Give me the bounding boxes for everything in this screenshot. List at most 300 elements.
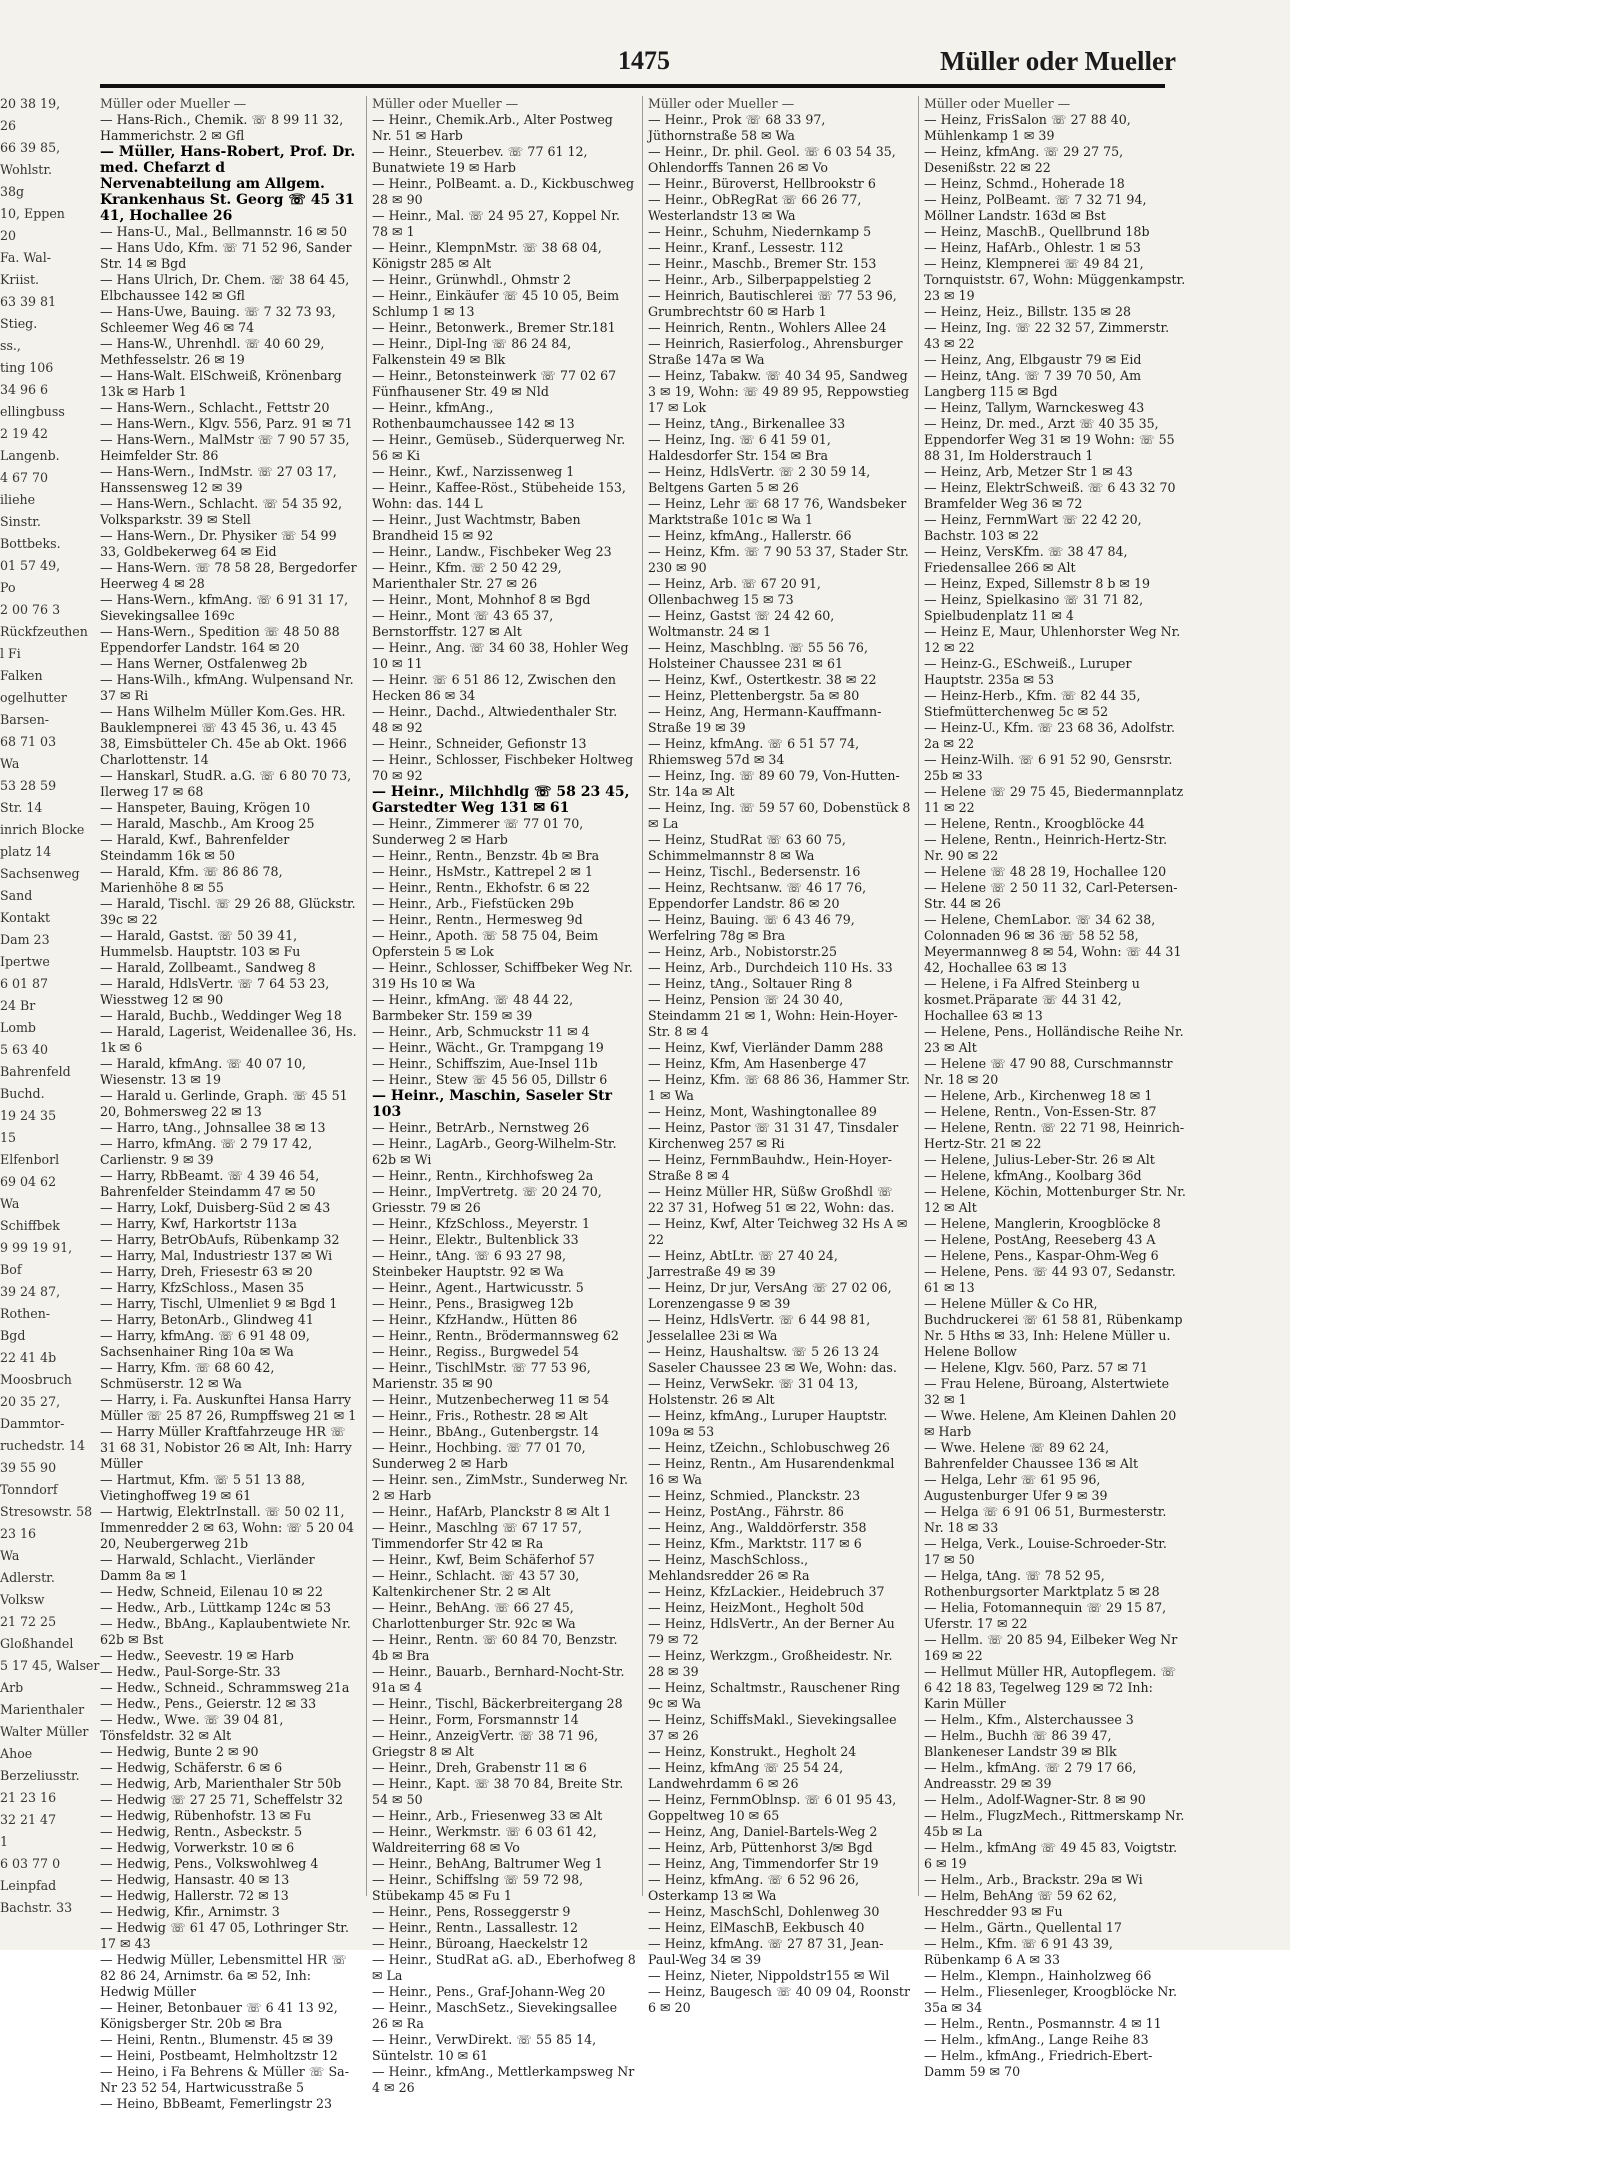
edge-fragment: Wa xyxy=(0,1196,20,1211)
directory-entry: — Heinz, Ang, Hermann-Kauffmann-Straße 19 ✉ 39 xyxy=(648,704,882,735)
directory-entry: — Helga, Verk., Louise-Schroeder-Str. 17 ✉ 50 xyxy=(924,1536,1167,1567)
directory-entry: — Heinr., kfmAng. ☏ 48 44 22, Barmbeker Str. 159 ✉ 39 xyxy=(372,992,574,1023)
directory-entry: — Frau Helene, Büroang, Alstertwiete 32 ✉ 1 xyxy=(924,1376,1170,1407)
directory-entry: — Helene ☏ 29 75 45, Biedermannplatz 11 ✉ 22 xyxy=(924,784,1184,815)
edge-fragment: Kriist. xyxy=(0,272,40,287)
directory-entry: — Harry, BetrObAufs, Rübenkamp 32 xyxy=(100,1232,340,1247)
directory-entry: — Heinr., Bauarb., Bernhard-Nocht-Str. 91a ✉ 4 xyxy=(372,1664,625,1695)
directory-entry: — Heinz, Kfm. ☏ 7 90 53 37, Stader Str. 230 ✉ 90 xyxy=(648,544,909,575)
directory-entry: — Heinr., Schneider, Gefionstr 13 xyxy=(372,736,587,751)
directory-entry: — Helene, Rentn., Kroogblöcke 44 xyxy=(924,816,1145,831)
directory-entry: — Heinz, FernmBauhdw., Hein-Hoyer-Straße 8 ✉ 4 xyxy=(648,1152,892,1183)
directory-entry: — Hedwig, Schäferstr. 6 ✉ 6 xyxy=(100,1760,283,1775)
directory-entry: — Hans Wilhelm Müller Kom.Ges. HR. Bauklempnerei ☏ 43 45 36, u. 43 45 38, Eimsbütteler Ch. 45e ab Okt. 1966 Charlottenstr. 14 xyxy=(100,704,347,767)
column-2 xyxy=(372,96,636,2095)
directory-entry: — Hans-Wern., Spedition ☏ 48 50 88 Eppendorfer Landstr. 164 ✉ 20 xyxy=(100,624,340,655)
directory-entry: — Heinz, Mont, Washingtonallee 89 xyxy=(648,1104,877,1119)
directory-entry: — Helm., Kfm., Alsterchaussee 3 xyxy=(924,1712,1134,1727)
directory-entry: — Heinr., Büroverst, Hellbrookstr 6 xyxy=(648,176,876,191)
directory-entry: — Heinr., Rentn., Ekhofstr. 6 ✉ 22 xyxy=(372,880,590,895)
directory-entry: — Heinz, tAng., Birkenallee 33 xyxy=(648,416,846,431)
edge-fragment: 4 67 70 xyxy=(0,470,49,485)
directory-entry: — Hedwig, Hansastr. 40 ✉ 13 xyxy=(100,1872,290,1887)
edge-fragment: Gloßhandel xyxy=(0,1636,74,1651)
directory-entry: — Heinz-Herb., Kfm. ☏ 82 44 35, Stiefmütterchenweg 5c ✉ 52 xyxy=(924,688,1141,719)
edge-fragment: Rothen- xyxy=(0,1306,51,1321)
directory-entry: — Heinz-Wilh. ☏ 6 91 52 90, Gensrstr. 25b ✉ 33 xyxy=(924,752,1173,783)
edge-fragment: 2 00 76 3 xyxy=(0,602,61,617)
column-heading: Müller oder Mueller — xyxy=(648,96,795,111)
directory-entry: — Helga, Lehr ☏ 61 95 96, Augustenburger Ufer 9 ✉ 39 xyxy=(924,1472,1108,1503)
left-edge-fragments xyxy=(0,96,100,1915)
edge-fragment: Wa xyxy=(0,1548,20,1563)
directory-entry: — Hans-W., Uhrenhdl. ☏ 40 60 29, Methfesselstr. 26 ✉ 19 xyxy=(100,336,325,367)
directory-entry: — Helene, Rentn., Von-Essen-Str. 87 xyxy=(924,1104,1157,1119)
directory-entry: — Hans-Wern., Dr. Physiker ☏ 54 99 33, Goldbekerweg 64 ✉ Eid xyxy=(100,528,337,559)
edge-fragment: Bachstr. 33 xyxy=(0,1900,73,1915)
directory-entry: — Heinz Müller HR, Süßw Großhdl ☏ 22 37 31, Hofweg 51 ✉ 22, Wohn: das. xyxy=(648,1184,895,1215)
directory-entry: — Helm., kfmAng ☏ 49 45 83, Voigtstr. 6 ✉ 19 xyxy=(924,1840,1178,1871)
directory-entry: — Heinz, Tabakw. ☏ 40 34 95, Sandweg 3 ✉ 19, Wohn: ☏ 49 89 95, Reppowstieg 17 ✉ Lok xyxy=(648,368,910,415)
directory-entry: — Heinr., Pens., Brasigweg 12b xyxy=(372,1296,574,1311)
directory-entry: — Heinr., Zimmerer ☏ 77 01 70, Sunderweg 2 ✉ Harb xyxy=(372,816,584,847)
directory-entry: — Heinz, HdlsVertr., An der Berner Au 79 ✉ 72 xyxy=(648,1616,895,1647)
directory-entry: — Hans-Wern., kfmAng. ☏ 6 91 31 17, Sievekingsallee 169c xyxy=(100,592,349,623)
directory-entry: — Hedwig, Vorwerkstr. 10 ✉ 6 xyxy=(100,1840,295,1855)
directory-entry: — Heini, Postbeamt, Helmholtzstr 12 xyxy=(100,2048,338,2063)
edge-fragment: ting 106 xyxy=(0,360,54,375)
edge-fragment: 10, Eppen xyxy=(0,206,65,221)
edge-fragment: Stresowstr. 58 xyxy=(0,1504,93,1519)
edge-fragment: 38g xyxy=(0,184,25,199)
directory-entry: — Heinz, HeizMont., Hegholt 50d xyxy=(648,1600,864,1615)
directory-entry: — Heinrich, Rentn., Wohlers Allee 24 xyxy=(648,320,887,335)
directory-entry: — Heinr., Fris., Rothestr. 28 ✉ Alt xyxy=(372,1408,588,1423)
directory-entry: — Heinr., Ang. ☏ 34 60 38, Hohler Weg 10 ✉ 11 xyxy=(372,640,629,671)
directory-entry: — Heinz, VerwSekr. ☏ 31 04 13, Holstenstr. 26 ✉ Alt xyxy=(648,1376,859,1407)
directory-entry: — Hedw., Wwe. ☏ 39 04 81, Tönsfeldstr. 32 ✉ Alt xyxy=(100,1712,284,1743)
directory-entry: — Heinz, FernmOblnsp. ☏ 6 01 95 43, Goppeltweg 10 ✉ 65 xyxy=(648,1792,897,1823)
directory-entry: — Heinr., Kaffee-Röst., Stübeheide 153, Wohn: das. 144 L xyxy=(372,480,626,511)
directory-entry: — Heinr., Rentn. ☏ 60 84 70, Benzstr. 4b ✉ Bra xyxy=(372,1632,618,1663)
directory-entry: — Heinr., Maschb., Bremer Str. 153 xyxy=(648,256,877,271)
directory-entry: — Heinz, Tallym, Warnckesweg 43 xyxy=(924,400,1145,415)
edge-fragment: 34 96 6 xyxy=(0,382,49,397)
edge-fragment: Walter Müller xyxy=(0,1724,89,1739)
edge-fragment: 1 xyxy=(0,1834,9,1849)
directory-entry: — Heinr., Rentn., Kirchhofsweg 2a xyxy=(372,1168,594,1183)
edge-fragment: Sand xyxy=(0,888,33,903)
directory-entry: — Heinr., Schlosser, Fischbeker Holtweg 70 ✉ 92 xyxy=(372,752,634,783)
directory-entry: — Heinz, FrisSalon ☏ 27 88 40, Mühlenkamp 1 ✉ 39 xyxy=(924,112,1131,143)
directory-entry: — Helm., Gärtn., Quellental 17 xyxy=(924,1920,1122,1935)
directory-entry: — Heinz, Ing. ☏ 6 41 59 01, Haldesdorfer Str. 154 ✉ Bra xyxy=(648,432,831,463)
directory-entry: — Hans-Rich., Chemik. ☏ 8 99 11 32, Hammerichstr. 2 ✉ Gfl xyxy=(100,112,344,143)
edge-fragment: 9 99 19 91, xyxy=(0,1240,73,1255)
edge-fragment: Elfenborl xyxy=(0,1152,60,1167)
directory-entry: — Heinr., Rentn., Brödermannsweg 62 xyxy=(372,1328,619,1343)
directory-entry: — Heinr., Dreh, Grabenstr 11 ✉ 6 xyxy=(372,1760,587,1775)
directory-entry: — Heinr., Betonwerk., Bremer Str.181 xyxy=(372,320,616,335)
edge-fragment: ss., xyxy=(0,338,21,353)
directory-entry: — Heinz, kfmAng. ☏ 6 52 96 26, Osterkamp 13 ✉ Wa xyxy=(648,1872,860,1903)
directory-entry: — Heinr., HsMstr., Kattrepel 2 ✉ 1 xyxy=(372,864,593,879)
directory-entry: — Heinz, Ang, Timmendorfer Str 19 xyxy=(648,1856,879,1871)
directory-entry: — Heinr., BetrArb., Nernstweg 26 xyxy=(372,1120,590,1135)
edge-fragment: Buchd. xyxy=(0,1086,45,1101)
directory-entry: — Heinz, MaschSchloss., Mehlandsredder 26 ✉ Ra xyxy=(648,1552,810,1583)
directory-entry: — Harry, Tischl, Ulmenliet 9 ✉ Bgd 1 xyxy=(100,1296,338,1311)
edge-fragment: 32 21 47 xyxy=(0,1812,57,1827)
directory-entry: — Heinr., AnzeigVertr. ☏ 38 71 96, Griegstr 8 ✉ Alt xyxy=(372,1728,599,1759)
directory-entry: — Heinz, Baugesch ☏ 40 09 04, Roonstr 6 ✉ 20 xyxy=(648,1984,910,2015)
directory-entry: — Heinr., kfmAng., Mettlerkampsweg Nr 4 ✉ 26 xyxy=(372,2064,635,2095)
edge-fragment: ellingbuss xyxy=(0,404,65,419)
edge-fragment: 6 03 77 0 xyxy=(0,1856,61,1871)
directory-entry: — Hellmut Müller HR, Autopflegem. ☏ 6 42 18 83, Tegelweg 129 ✉ 72 Inh: Karin Müller xyxy=(924,1664,1177,1711)
edge-fragment: ogelhutter xyxy=(0,690,67,705)
directory-entry: — Heinz, HdlsVertr. ☏ 6 44 98 81, Jesselallee 23i ✉ Wa xyxy=(648,1312,871,1343)
directory-entry: — Helene Müller & Co HR, Buchdruckerei ☏ 61 58 81, Rübenkamp Nr. 5 Hths ✉ 33, Inh: Helene Müller u. Helene Bollow xyxy=(924,1296,1183,1359)
directory-entry: — Heinz, Exped, Sillemstr 8 b ✉ 19 xyxy=(924,576,1151,591)
directory-entry: — Hans-Wern., Klgv. 556, Parz. 91 ✉ 71 xyxy=(100,416,353,431)
directory-entry: — Harald, Maschb., Am Kroog 25 xyxy=(100,816,315,831)
directory-entry: — Hedwig ☏ 61 47 05, Lothringer Str. 17 ✉ 43 xyxy=(100,1920,349,1951)
directory-entry: — Heinr., Hochbing. ☏ 77 01 70, Sunderweg 2 ✉ Harb xyxy=(372,1440,586,1471)
directory-entry: — Harry, kfmAng. ☏ 6 91 48 09, Sachsenhainer Ring 10a ✉ Wa xyxy=(100,1328,310,1359)
directory-entry: — Helene, Klgv. 560, Parz. 57 ✉ 71 xyxy=(924,1360,1148,1375)
directory-entry: — Heinz, MaschB., Quellbrund 18b xyxy=(924,224,1150,239)
directory-entry: — Hedwig ☏ 27 25 71, Scheffelstr 32 xyxy=(100,1792,344,1807)
directory-entry: — Helene, Rentn. ☏ 22 71 98, Heinrich-Hertz-Str. 21 ✉ 22 xyxy=(924,1120,1185,1151)
directory-entry: — Helm., Fliesenleger, Kroogblöcke Nr. 35a ✉ 34 xyxy=(924,1984,1178,2015)
directory-entry: — Hans-Wern., Schlacht. ☏ 54 35 92, Volksparkstr. 39 ✉ Stell xyxy=(100,496,343,527)
directory-entry: — Heinz, Ang, Elbgaustr 79 ✉ Eid xyxy=(924,352,1142,367)
directory-entry: — Heinz, tZeichn., Schlobuschweg 26 xyxy=(648,1440,890,1455)
edge-fragment: Leinpfad xyxy=(0,1878,57,1893)
directory-entry: — Heinr., Kfm. ☏ 2 50 42 29, Marienthaler Str. 27 ✉ 26 xyxy=(372,560,562,591)
directory-entry: — Heinr., Schiffslng ☏ 59 72 98, Stübekamp 45 ✉ Fu 1 xyxy=(372,1872,584,1903)
directory-entry: — Hans-Wilh., kfmAng. Wulpensand Nr. 37 ✉ Ri xyxy=(100,672,354,703)
directory-entry: — Heinr., KfzHandw., Hütten 86 xyxy=(372,1312,578,1327)
column-4-entries xyxy=(924,112,1186,2080)
directory-entry: — Heinz, Konstrukt., Hegholt 24 xyxy=(648,1744,857,1759)
directory-entry: — Heinr., PolBeamt. a. D., Kickbuschweg 28 ✉ 90 xyxy=(372,176,635,207)
directory-entry: — Heinr., VerwDirekt. ☏ 55 85 14, Süntelstr. 10 ✉ 61 xyxy=(372,2032,597,2063)
directory-entry: — Heinr., Rentn., Benzstr. 4b ✉ Bra xyxy=(372,848,600,863)
directory-entry: — Heinr., Maschlng ☏ 67 17 57, Timmendorfer Str 42 ✉ Ra xyxy=(372,1520,582,1551)
directory-entry: — Hedw., Arb., Lüttkamp 124c ✉ 53 xyxy=(100,1600,331,1615)
directory-entry: — Harry, Lokf, Duisberg-Süd 2 ✉ 43 xyxy=(100,1200,331,1215)
directory-entry: — Heinz, HafArb., Ohlestr. 1 ✉ 53 xyxy=(924,240,1141,255)
directory-entry: — Harald, Buchb., Weddinger Weg 18 xyxy=(100,1008,342,1023)
directory-entry: — Harald u. Gerlinde, Graph. ☏ 45 51 20, Bohmersweg 22 ✉ 13 xyxy=(100,1088,348,1119)
directory-entry: — Heinr., Mont ☏ 43 65 37, Bernstorffstr. 127 ✉ Alt xyxy=(372,608,554,639)
directory-entry: — Heiner, Betonbauer ☏ 6 41 13 92, Königsberger Str. 20b ✉ Bra xyxy=(100,2000,338,2031)
edge-fragment: 20 38 19, xyxy=(0,96,61,111)
edge-fragment: 2 19 42 xyxy=(0,426,49,441)
directory-entry: — Heinr., Kapt. ☏ 38 70 84, Breite Str. 54 ✉ 50 xyxy=(372,1776,624,1807)
directory-entry: — Heinr., Agent., Hartwicusstr. 5 xyxy=(372,1280,584,1295)
directory-entry: — Heino, i Fa Behrens & Müller ☏ Sa-Nr 23 52 54, Hartwicusstraße 5 xyxy=(100,2064,349,2095)
edge-fragment: Dammtor- xyxy=(0,1416,65,1431)
directory-entry: — Helm., kfmAng. ☏ 2 79 17 66, Andreasstr. 29 ✉ 39 xyxy=(924,1760,1137,1791)
directory-entry: — Heinr., Kranf., Lessestr. 112 xyxy=(648,240,844,255)
directory-entry: — Harry Müller Kraftfahrzeuge HR ☏ 31 68 31, Nobistor 26 ✉ Alt, Inh: Harry Müller xyxy=(100,1424,352,1471)
edge-fragment: Lomb xyxy=(0,1020,36,1035)
directory-entry: — Heinz-U., Kfm. ☏ 23 68 36, Adolfstr. 2a ✉ 22 xyxy=(924,720,1175,751)
directory-entry: — Heinz, Arb, Metzer Str 1 ✉ 43 xyxy=(924,464,1133,479)
directory-entry: — Helene ☏ 48 28 19, Hochallee 120 xyxy=(924,864,1167,879)
directory-entry: — Heinz, kfmAng., Hallerstr. 66 xyxy=(648,528,852,543)
directory-entry: — Heinr., Mont, Mohnhof 8 ✉ Bgd xyxy=(372,592,591,607)
edge-fragment: 66 39 85, xyxy=(0,140,61,155)
directory-entry: — Harry, Kfm. ☏ 68 60 42, Schmüserstr. 12 ✉ Wa xyxy=(100,1360,275,1391)
column-heading: Müller oder Mueller — xyxy=(924,96,1071,111)
edge-fragment: platz 14 xyxy=(0,844,52,859)
directory-entry: — Heinz, Arb., Durchdeich 110 Hs. 33 xyxy=(648,960,893,975)
directory-entry: — Helm., Arb., Brackstr. 29a ✉ Wi xyxy=(924,1872,1143,1887)
directory-entry: — Helm., Klempn., Hainholzweg 66 xyxy=(924,1968,1152,1983)
directory-entry: — Harry, KfzSchloss., Masen 35 xyxy=(100,1280,305,1295)
directory-entry: — Harry, BetonArb., Glindweg 41 xyxy=(100,1312,314,1327)
directory-entry: — Heinz, Kfm., Marktstr. 117 ✉ 6 xyxy=(648,1536,862,1551)
directory-entry: — Heinr., BehAng. ☏ 66 27 45, Charlottenburger Str. 92c ✉ Wa xyxy=(372,1600,576,1631)
directory-entry: — Helm., Rentn., Posmannstr. 4 ✉ 11 xyxy=(924,2016,1162,2031)
edge-fragment: 6 01 87 xyxy=(0,976,49,991)
directory-entry: — Hedw., Paul-Sorge-Str. 33 xyxy=(100,1664,281,1679)
directory-entry: — Hans-U., Mal., Bellmannstr. 16 ✉ 50 xyxy=(100,224,348,239)
directory-entry: — Heinz, ElMaschB, Eekbusch 40 xyxy=(648,1920,865,1935)
directory-entry: — Heinr., KfzSchloss., Meyerstr. 1 xyxy=(372,1216,590,1231)
edge-fragment: Falken xyxy=(0,668,43,683)
directory-entry: — Heinr., MaschSetz., Sievekingsallee 26 ✉ Ra xyxy=(372,2000,618,2031)
directory-entry: — Helm., kfmAng., Friedrich-Ebert-Damm 59 ✉ 70 xyxy=(924,2048,1153,2079)
directory-entry: — Harald, Lagerist, Weidenallee 36, Hs. 1k ✉ 6 xyxy=(100,1024,357,1055)
directory-entry: — Heinz, tAng. ☏ 7 39 70 50, Am Langberg 115 ✉ Bgd xyxy=(924,368,1142,399)
directory-entry: — Hans-Wern., Schlacht., Fettstr 20 xyxy=(100,400,330,415)
directory-entry: — Helene, Rentn., Heinrich-Hertz-Str. Nr. 90 ✉ 22 xyxy=(924,832,1168,863)
directory-entry: — Helene, ChemLabor. ☏ 34 62 38, Colonnaden 96 ✉ 36 ☏ 58 52 58, Meyermannweg 8 ✉ 54, Wohn: ☏ 44 31 42, Hochallee 63 ✉ 13 xyxy=(924,912,1182,975)
directory-entry: — Harry, Mal, Industriestr 137 ✉ Wi xyxy=(100,1248,333,1263)
directory-entry: — Harald, Gastst. ☏ 50 39 41, Hummelsb. Hauptstr. 103 ✉ Fu xyxy=(100,928,301,959)
directory-entry: — Hedw, Schneid, Eilenau 10 ✉ 22 xyxy=(100,1584,323,1599)
directory-entry: — Heinz, Schaltmstr., Rauschener Ring 9c ✉ Wa xyxy=(648,1680,901,1711)
directory-entry: — Heinr., Büroang, Haeckelstr 12 xyxy=(372,1936,589,1951)
directory-entry: — Heinz, Gastst ☏ 24 42 60, Woltmanstr. 24 ✉ 1 xyxy=(648,608,835,639)
edge-fragment: Moosbruch xyxy=(0,1372,72,1387)
column-2-entries xyxy=(372,112,636,2096)
directory-entry: — Heinz, StudRat ☏ 63 60 75, Schimmelmannstr 8 ✉ Wa xyxy=(648,832,846,863)
directory-entry: — Hartwig, ElektrInstall. ☏ 50 02 11, Immenredder 2 ✉ 63, Wohn: ☏ 5 20 04 20, Neubergerweg 21b xyxy=(100,1504,355,1551)
directory-entry: — Helm., Kfm. ☏ 6 91 43 39, Rübenkamp 6 A ✉ 33 xyxy=(924,1936,1113,1967)
directory-entry: — Heinr., Schuhm, Niedernkamp 5 xyxy=(648,224,872,239)
directory-entry: — Heinr., Elektr., Bultenblick 33 xyxy=(372,1232,579,1247)
edge-fragment: Volksw xyxy=(0,1592,45,1607)
page-header-title: Müller oder Mueller xyxy=(940,46,1176,76)
directory-entry: — Heinz, Kfm. ☏ 68 86 36, Hammer Str. 1 ✉ Wa xyxy=(648,1072,910,1103)
directory-entry: — Helene, Köchin, Mottenburger Str. Nr. 12 ✉ Alt xyxy=(924,1184,1186,1215)
directory-entry: — Heinr., Kwf, Beim Schäferhof 57 xyxy=(372,1552,595,1567)
directory-entry: — Heinr., kfmAng., Rothenbaumchaussee 142 ✉ 13 xyxy=(372,400,575,431)
edge-fragment: Fa. Wal- xyxy=(0,250,52,265)
directory-entry: — Harro, kfmAng. ☏ 2 79 17 42, Carlienstr. 9 ✉ 39 xyxy=(100,1136,313,1167)
edge-fragment: 20 35 27, xyxy=(0,1394,61,1409)
column-3-entries xyxy=(648,112,912,2016)
directory-entry: — Heinz, Werkzgm., Großheidestr. Nr. 28 ✉ 39 xyxy=(648,1648,893,1679)
directory-entry: — Helene, Pens. ☏ 44 93 07, Sedanstr. 61 ✉ 13 xyxy=(924,1264,1176,1295)
edge-fragment: Ipertwe xyxy=(0,954,50,969)
directory-entry: — Heinz, Ang, Daniel-Bartels-Weg 2 xyxy=(648,1824,878,1839)
directory-entry: — Hans Werner, Ostfalenweg 2b xyxy=(100,656,308,671)
directory-entry: — Harald, HdlsVertr. ☏ 7 64 53 23, Wiesstweg 12 ✉ 90 xyxy=(100,976,330,1007)
directory-entry: — Hedwig, Rübenhofstr. 13 ✉ Fu xyxy=(100,1808,312,1823)
directory-entry: — Harry, Kwf, Harkortstr 113a xyxy=(100,1216,297,1231)
column-heading: Müller oder Mueller — xyxy=(100,96,247,111)
directory-entry: — Wwe. Helene, Am Kleinen Dahlen 20 ✉ Harb xyxy=(924,1408,1177,1439)
directory-entry: — Heinr., Gemüseb., Süderquerweg Nr. 56 ✉ Ki xyxy=(372,432,626,463)
directory-entry: — Harald, kfmAng. ☏ 40 07 10, Wiesenstr. 13 ✉ 19 xyxy=(100,1056,307,1087)
directory-entry: — Heinr., Schlosser, Schiffbeker Weg Nr. 319 Hs 10 ✉ Wa xyxy=(372,960,633,991)
edge-fragment: Adlerstr. xyxy=(0,1570,55,1585)
directory-entry: — Heinrich, Bautischlerei ☏ 77 53 96, Grumbrechtstr 60 ✉ Harb 1 xyxy=(648,288,897,319)
directory-entry: — Hellm. ☏ 20 85 94, Eilbeker Weg Nr 169 ✉ 22 xyxy=(924,1632,1178,1663)
edge-fragment: Rückfzeuthen xyxy=(0,624,88,639)
directory-entry: — Helga ☏ 6 91 06 51, Burmesterstr. Nr. 18 ✉ 33 xyxy=(924,1504,1167,1535)
directory-entry: — Hans-Wern., IndMstr. ☏ 27 03 17, Hanssensweg 12 ✉ 39 xyxy=(100,464,337,495)
directory-entry: — Heinr., Dr. phil. Geol. ☏ 6 03 54 35, Ohlendorffs Tannen 26 ✉ Vo xyxy=(648,144,896,175)
directory-entry: — Heinr., HafArb, Planckstr 8 ✉ Alt 1 xyxy=(372,1504,612,1519)
directory-entry: — Helene, Manglerin, Kroogblöcke 8 xyxy=(924,1216,1161,1231)
directory-entry: — Heinz, Pastor ☏ 31 31 47, Tinsdaler Kirchenweg 257 ✉ Ri xyxy=(648,1120,899,1151)
directory-entry: — Heinz, HdlsVertr. ☏ 2 30 59 14, Beltgens Garten 5 ✉ 26 xyxy=(648,464,871,495)
directory-entry: — Heinz, FernmWart ☏ 22 42 20, Bachstr. 103 ✉ 22 xyxy=(924,512,1142,543)
directory-entry: — Heinz, AbtLtr. ☏ 27 40 24, Jarrestraße 49 ✉ 39 xyxy=(648,1248,838,1279)
directory-entry: — Heini, Rentn., Blumenstr. 45 ✉ 39 xyxy=(100,2032,334,2047)
directory-entry: — Heinz, Ing. ☏ 22 32 57, Zimmerstr. 43 ✉ 22 xyxy=(924,320,1170,351)
directory-entry: — Helene, Julius-Leber-Str. 26 ✉ Alt xyxy=(924,1152,1155,1167)
edge-fragment: Tonndorf xyxy=(0,1482,58,1497)
directory-entry: — Heinr. ☏ 6 51 86 12, Zwischen den Hecken 86 ✉ 34 xyxy=(372,672,617,703)
directory-entry: — Heinr., Arb, Schmuckstr 11 ✉ 4 xyxy=(372,1024,590,1039)
directory-entry: — Heinz, Ing. ☏ 89 60 79, Von-Hutten-Str. 14a ✉ Alt xyxy=(648,768,900,799)
directory-entry: — Helga, tAng. ☏ 78 52 95, Rothenburgsorter Marktplatz 5 ✉ 28 xyxy=(924,1568,1160,1599)
directory-entry: — Heinz, VersKfm. ☏ 38 47 84, Friedensallee 266 ✉ Alt xyxy=(924,544,1128,575)
directory-entry: — Heinr., Dipl-Ing ☏ 86 24 84, Falkenstein 49 ✉ Blk xyxy=(372,336,572,367)
directory-entry: — Heinr., Steuerbev. ☏ 77 61 12, Bunatwiete 19 ✉ Harb xyxy=(372,144,588,175)
directory-entry: — Heinr., Rentn., Lassallestr. 12 xyxy=(372,1920,579,1935)
directory-entry: — Heinz, Kwf, Vierländer Damm 288 xyxy=(648,1040,884,1055)
directory-entry: — Hans Udo, Kfm. ☏ 71 52 96, Sander Str. 14 ✉ Bgd xyxy=(100,240,352,271)
directory-entry: — Heinr., Form, Forsmannstr 14 xyxy=(372,1712,579,1727)
edge-fragment: 22 41 4b xyxy=(0,1350,57,1365)
directory-entry: — Helene ☏ 2 50 11 32, Carl-Petersen-Str. 44 ✉ 26 xyxy=(924,880,1178,911)
column-3 xyxy=(648,96,912,2015)
edge-fragment: Schiffbek xyxy=(0,1218,60,1233)
directory-entry: — Heinr., Mal. ☏ 24 95 27, Koppel Nr. 78 ✉ 1 xyxy=(372,208,621,239)
directory-entry: — Heinz, Ing. ☏ 59 57 60, Dobenstück 8 ✉ La xyxy=(648,800,911,831)
directory-entry: — Helm., Buchh ☏ 86 39 47, Blankeneser Landstr 39 ✉ Blk xyxy=(924,1728,1117,1759)
edge-fragment: 24 Br xyxy=(0,998,36,1013)
directory-entry: — Heinz, Schmied., Planckstr. 23 xyxy=(648,1488,861,1503)
column-1-entries xyxy=(100,112,360,2112)
directory-entry: — Heinz, Ang., Walddörferstr. 358 xyxy=(648,1520,867,1535)
edge-fragment: Ahoe xyxy=(0,1746,33,1761)
directory-entry: — Heinz, Kwf., Ostertkestr. 38 ✉ 22 xyxy=(648,672,877,687)
edge-fragment: 53 28 59 xyxy=(0,778,57,793)
directory-entry: — Harro, tAng., Johnsallee 38 ✉ 13 xyxy=(100,1120,326,1135)
directory-entry: — Heinz, Kwf, Alter Teichweg 32 Hs A ✉ 22 xyxy=(648,1216,908,1247)
directory-entry: — Wwe. Helene ☏ 89 62 24, Bahrenfelder Chaussee 136 ✉ Alt xyxy=(924,1440,1139,1471)
directory-entry: — Helm., FlugzMech., Rittmerskamp Nr. 45b ✉ La xyxy=(924,1808,1185,1839)
column-divider xyxy=(642,96,643,1896)
directory-entry: — Heinz, Tischl., Bedersenstr. 16 xyxy=(648,864,861,879)
directory-entry: — Heinz, Heiz., Billstr. 135 ✉ 28 xyxy=(924,304,1132,319)
directory-entry: — Heinr., Einkäufer ☏ 45 10 05, Beim Schlump 1 ✉ 13 xyxy=(372,288,620,319)
directory-entry: — Heinz, Maschblng. ☏ 55 56 76, Holsteiner Chaussee 231 ✉ 61 xyxy=(648,640,868,671)
directory-entry: — Helene, PostAng, Reeseberg 43 A xyxy=(924,1232,1156,1247)
directory-entry: — Heinz, MaschSchl, Dohlenweg 30 xyxy=(648,1904,880,1919)
directory-entry: — Heinz, Rechtsanw. ☏ 46 17 76, Eppendorfer Landstr. 86 ✉ 20 xyxy=(648,880,867,911)
edge-fragment: 5 63 40 xyxy=(0,1042,49,1057)
directory-entry: — Helene ☏ 47 90 88, Curschmannstr Nr. 18 ✉ 20 xyxy=(924,1056,1173,1087)
directory-entry: — Hedw., Seevestr. 19 ✉ Harb xyxy=(100,1648,294,1663)
directory-entry: — Heinr., Mutzenbecherweg 11 ✉ 54 xyxy=(372,1392,610,1407)
directory-entry: — Hedwig, Arb, Marienthaler Str 50b xyxy=(100,1776,342,1791)
directory-entry: — Heinr., Maschin, Saseler Str 103 xyxy=(372,1088,613,1120)
column-4 xyxy=(924,96,1186,2079)
directory-entry: — Heinz E, Maur, Uhlenhorster Weg Nr. 12 ✉ 22 xyxy=(924,624,1181,655)
directory-entry: — Heinr., Stew ☏ 45 56 05, Dillstr 6 xyxy=(372,1072,608,1087)
edge-fragment: 39 24 87, xyxy=(0,1284,61,1299)
directory-entry: — Hanskarl, StudR. a.G. ☏ 6 80 70 73, Ilerweg 17 ✉ 68 xyxy=(100,768,352,799)
directory-entry: — Heinz, Nieter, Nippoldstr155 ✉ Wil xyxy=(648,1968,890,1983)
directory-entry: — Helene, Pens., Kaspar-Ohm-Weg 6 xyxy=(924,1248,1159,1263)
directory-entry: — Heinr., Prok ☏ 68 33 97, Jüthornstraße 58 ✉ Wa xyxy=(648,112,826,143)
page-number: 1475 xyxy=(618,46,670,75)
directory-entry: — Heinz, Arb. ☏ 67 20 91, Ollenbachweg 15 ✉ 73 xyxy=(648,576,821,607)
directory-entry: — Heinz, kfmAng ☏ 25 54 24, Landwehrdamm 6 ✉ 26 xyxy=(648,1760,844,1791)
directory-entry: — Harald, Kwf., Bahrenfelder Steindamm 16k ✉ 50 xyxy=(100,832,290,863)
directory-entry: — Hedwig, Bunte 2 ✉ 90 xyxy=(100,1744,259,1759)
column-heading: Müller oder Mueller — xyxy=(372,96,519,111)
directory-entry: — Heinr., ImpVertretg. ☏ 20 24 70, Griesstr. 79 ✉ 26 xyxy=(372,1184,602,1215)
directory-entry: — Heinr., Regiss., Burgwedel 54 xyxy=(372,1344,580,1359)
directory-entry: — Heinz, tAng., Soltauer Ring 8 xyxy=(648,976,853,991)
directory-entry: — Hans-Uwe, Bauing. ☏ 7 32 73 93, Schleemer Weg 46 ✉ 74 xyxy=(100,304,336,335)
directory-entry: — Müller, Hans-Robert, Prof. Dr. med. Chefarzt d Nervenabteilung am Allgem. Krankenhaus St. Georg ☏ 45 31 41, Hochallee 26 xyxy=(100,144,356,224)
directory-entry: — Helene, Pens., Holländische Reihe Nr. 23 ✉ Alt xyxy=(924,1024,1184,1055)
directory-entry: — Heinr., Apoth. ☏ 58 75 04, Beim Opferstein 5 ✉ Lok xyxy=(372,928,599,959)
directory-entry: — Hedwig, Rentn., Asbeckstr. 5 xyxy=(100,1824,303,1839)
column-divider xyxy=(918,96,919,1896)
edge-fragment: 63 39 81 xyxy=(0,294,57,309)
edge-fragment: iliehe xyxy=(0,492,36,507)
directory-entry: — Heinr., Arb., Friesenweg 33 ✉ Alt xyxy=(372,1808,603,1823)
directory-entry: — Heinr., Chemik.Arb., Alter Postweg Nr. 51 ✉ Harb xyxy=(372,112,613,143)
directory-entry: — Heinz, PostAng., Fährstr. 86 xyxy=(648,1504,844,1519)
edge-fragment: 20 xyxy=(0,228,17,243)
edge-fragment: Kontakt xyxy=(0,910,51,925)
directory-entry: — Hedw., BbAng., Kaplaubentwiete Nr. 62b ✉ Bst xyxy=(100,1616,351,1647)
directory-entry: — Helm., kfmAng., Lange Reihe 83 xyxy=(924,2032,1149,2047)
directory-entry: — Helene, Arb., Kirchenweg 18 ✉ 1 xyxy=(924,1088,1153,1103)
directory-entry: — Hedw., Pens., Geierstr. 12 ✉ 33 xyxy=(100,1696,317,1711)
edge-fragment: Barsen- xyxy=(0,712,50,727)
directory-entry: — Heinz, kfmAng. ☏ 6 51 57 74, Rhiemsweg 57d ✉ 34 xyxy=(648,736,860,767)
directory-entry: — Heinr., Schlacht. ☏ 43 57 30, Kaltenkirchener Str. 2 ✉ Alt xyxy=(372,1568,580,1599)
directory-entry: — Heinz, Arb., Nobistorstr.25 xyxy=(648,944,838,959)
